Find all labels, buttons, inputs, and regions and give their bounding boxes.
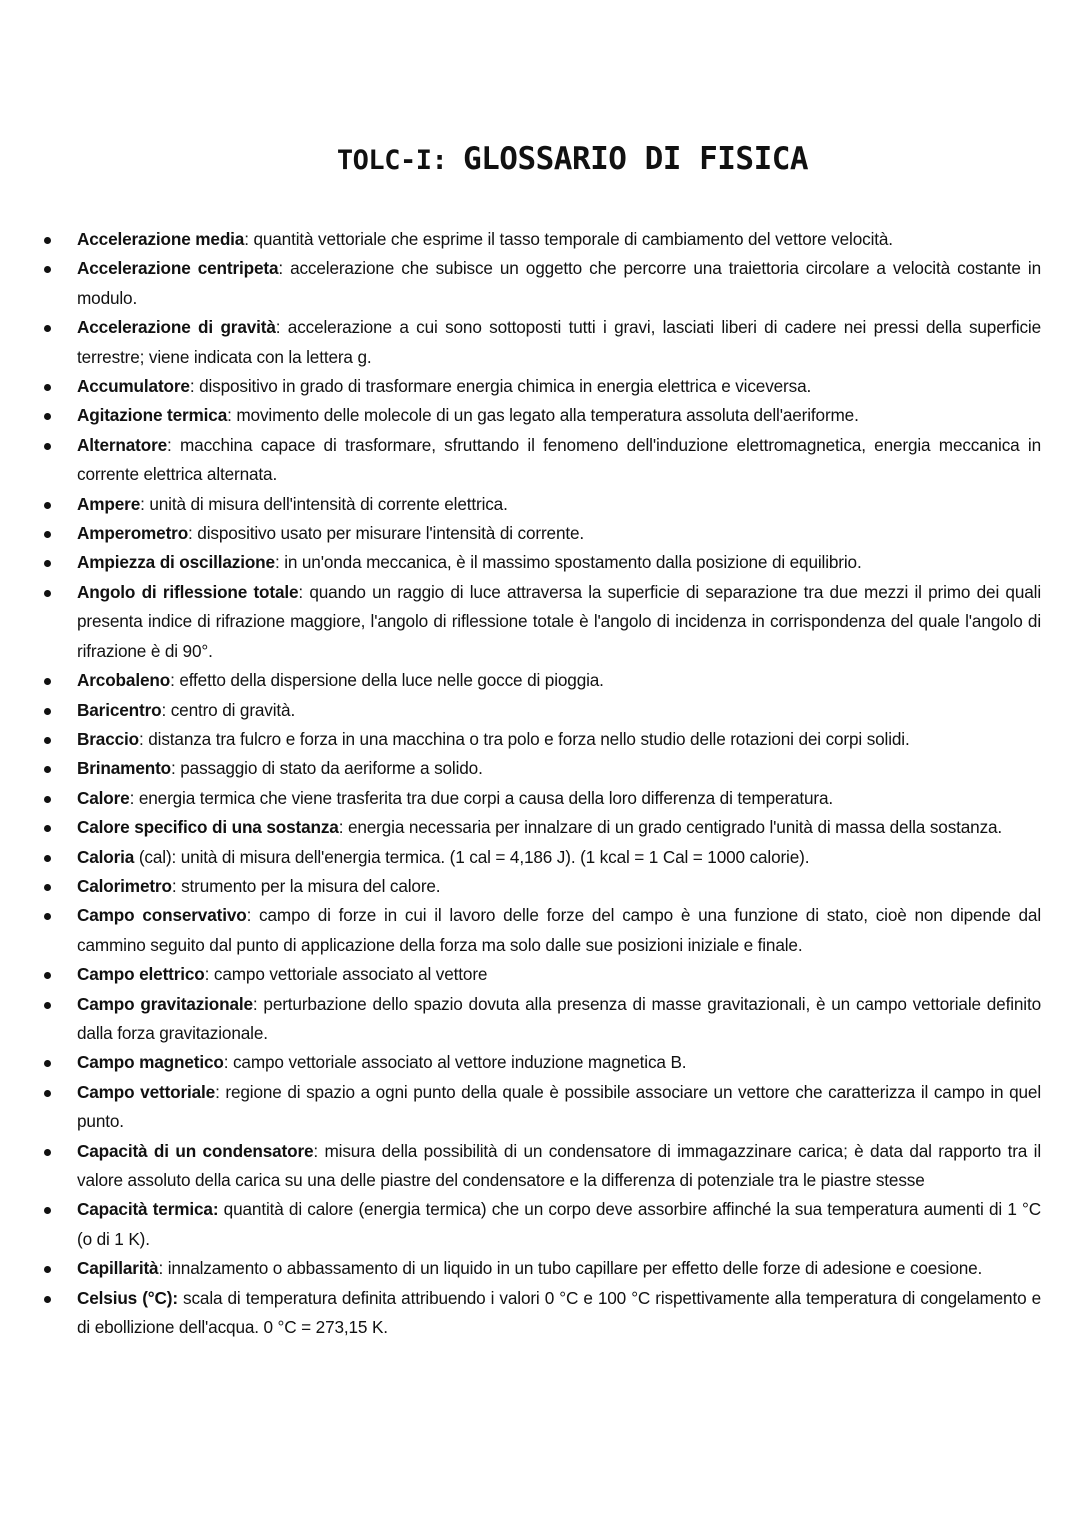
entry-term: Celsius (°C): [77, 1287, 178, 1308]
entry-definition: : effetto della dispersione della luce nelle gocce di pioggia. [170, 670, 604, 691]
glossary-entry [77, 372, 1041, 401]
entry-definition: : campo vettoriale associato al vettore induzione magnetica B. [223, 1052, 687, 1073]
entry-term: Accumulatore [77, 376, 190, 397]
glossary-entry [77, 313, 1041, 372]
entry-definition: : campo di forze in cui il lavoro delle forze del campo è una funzione di stato, cioè non dipende dal cammino seguito dal punto di applicazione della forza ma solo dalle sue posizioni iniziale e finale. [77, 905, 1041, 955]
entry-definition: : energia termica che viene trasferita tra due corpi a causa della loro differenza di temperatura. [129, 787, 834, 808]
glossary-entry [77, 1284, 1041, 1343]
entry-term: Agitazione termica [77, 405, 228, 426]
entry-term: Ampere [77, 493, 141, 514]
glossary-entry [77, 1195, 1041, 1254]
glossary-entry [77, 696, 1041, 725]
glossary-entry [77, 960, 1041, 989]
entry-term: Calore [77, 787, 130, 808]
entry-definition: : dispositivo usato per misurare l'intensità di corrente. [188, 523, 585, 544]
entry-term: Campo vettoriale [77, 1081, 216, 1102]
entry-term: Brinamento [77, 758, 171, 779]
entry-definition: (cal): unità di misura dell'energia termica. (1 cal = 4,186 J). (1 kcal = 1 Cal = 1000 calorie). [134, 846, 810, 867]
glossary-entry [77, 901, 1041, 960]
entry-definition: : regione di spazio a ogni punto della quale è possibile associare un vettore che caratterizza il campo in quel punto. [77, 1081, 1041, 1132]
entry-term: Accelerazione centripeta [77, 258, 279, 279]
entry-definition: : energia necessaria per innalzare di un grado centigrado l'unità di massa della sostanza. [338, 817, 1003, 838]
entry-term: Capillarità [77, 1258, 159, 1279]
glossary-entry [77, 519, 1041, 548]
glossary-entry [77, 666, 1041, 695]
glossary-entry [77, 1048, 1041, 1077]
entry-definition: quantità di calore (energia termica) che un corpo deve assorbire affinché la sua temperatura aumenti di 1 °C (o di 1 K). [77, 1199, 1041, 1249]
glossary-entry [77, 725, 1041, 754]
entry-definition: : passaggio di stato da aeriforme a solido. [171, 758, 483, 779]
glossary-entry [77, 431, 1041, 490]
entry-term: Accelerazione media [77, 229, 245, 249]
glossary-entry [77, 813, 1041, 842]
entry-term: Angolo di riflessione totale [77, 581, 299, 602]
entry-definition: scala di temperatura definita attribuendo i valori 0 °C e 100 °C rispettivamente alla temperatura di congelamento e di ebollizione dell'acqua. 0 °C = 273,15 K. [77, 1287, 1042, 1338]
entry-definition: : in un'onda meccanica, è il massimo spostamento dalla posizione di equilibrio. [274, 552, 862, 573]
entry-term: Arcobaleno [77, 670, 171, 691]
entry-term: Caloria [77, 846, 135, 867]
glossary-entry [77, 1254, 1041, 1283]
entry-definition: : macchina capace di trasformare, sfruttando il fenomeno dell'induzione elettromagnetica, energia meccanica in corrente elettrica alternata. [77, 434, 1041, 485]
entry-definition: : centro di gravità. [161, 699, 296, 720]
title-main: GLOSSARIO DI FISICA [462, 140, 809, 177]
glossary-entry [77, 401, 1041, 430]
entry-term: Campo elettrico [77, 964, 205, 985]
title-prefix: TOLC-I: [336, 144, 463, 176]
entry-definition: : innalzamento o abbassamento di un liquido in un tubo capillare per effetto delle forze di adesione e coesione. [158, 1258, 983, 1279]
entry-definition: : quando un raggio di luce attraversa la superficie di separazione tra due mezzi il primo dei quali presenta indice di rifrazione maggiore, l'angolo di riflessione totale è l'angolo di incidenza in corrispondenza del quale l'angolo di rifrazione è di 90°. [77, 581, 1041, 661]
entry-term: Capacità di un condensatore [77, 1140, 314, 1161]
entry-definition: : strumento per la misura del calore. [171, 875, 441, 896]
entry-term: Accelerazione di gravità [77, 317, 276, 338]
glossary-entry [77, 225, 1041, 254]
entry-definition: : distanza tra fulcro e forza in una macchina o tra polo e forza nello studio delle rotazioni dei corpi solidi. [139, 728, 910, 749]
glossary-list [77, 225, 1041, 1342]
entry-definition: : unità di misura dell'intensità di corrente elettrica. [140, 493, 508, 514]
entry-term: Campo magnetico [77, 1052, 224, 1073]
page-title [0, 141, 1080, 177]
glossary-entry [77, 843, 1041, 872]
glossary-entry [77, 990, 1041, 1049]
entry-definition: : misura della possibilità di un condensatore di immagazzinare carica; è data dal rapporto tra il valore assoluto della carica su una delle piastre del condensatore e la differenza di potenziale tra le piastre stesse [77, 1140, 1041, 1190]
entry-definition: : dispositivo in grado di trasformare energia chimica in energia elettrica e viceversa. [189, 376, 812, 397]
entry-definition: : accelerazione a cui sono sottoposti tutti i gravi, lasciati liberi di cadere nei pressi della superficie terrestre; viene indicata con la lettera g. [77, 317, 1042, 367]
glossary-entry [77, 548, 1041, 577]
entry-term: Calorimetro [77, 875, 172, 896]
entry-definition: : quantità vettoriale che esprime il tasso temporale di cambiamento del vettore velocità. [244, 229, 893, 249]
glossary-entry [77, 254, 1041, 313]
entry-term: Alternatore [77, 434, 168, 455]
entry-definition: : accelerazione che subisce un oggetto che percorre una traiettoria circolare a velocità costante in modulo. [77, 258, 1041, 308]
entry-term: Braccio [77, 728, 140, 749]
entry-definition: : movimento delle molecole di un gas legato alla temperatura assoluta dell'aeriforme. [227, 405, 859, 426]
entry-term: Campo gravitazionale [77, 993, 253, 1014]
glossary-entry [77, 1137, 1041, 1196]
glossary-entry [77, 490, 1041, 519]
entry-term: Campo conservativo [77, 905, 247, 926]
entry-term: Calore specifico di una sostanza [77, 817, 339, 838]
entry-definition: : perturbazione dello spazio dovuta alla presenza di masse gravitazionali, è un campo vettoriale definito dalla forza gravitazionale. [77, 993, 1041, 1043]
entry-definition: : campo vettoriale associato al vettore [204, 964, 488, 985]
entry-term: Capacità termica: [77, 1199, 219, 1220]
entry-term: Amperometro [77, 523, 189, 544]
glossary-entry [77, 872, 1041, 901]
glossary-entry [77, 578, 1041, 666]
glossary-entry [77, 784, 1041, 813]
entry-term: Baricentro [77, 699, 162, 720]
glossary-entry [77, 1078, 1041, 1137]
entry-term: Ampiezza di oscillazione [77, 552, 275, 573]
glossary-entry [77, 754, 1041, 783]
